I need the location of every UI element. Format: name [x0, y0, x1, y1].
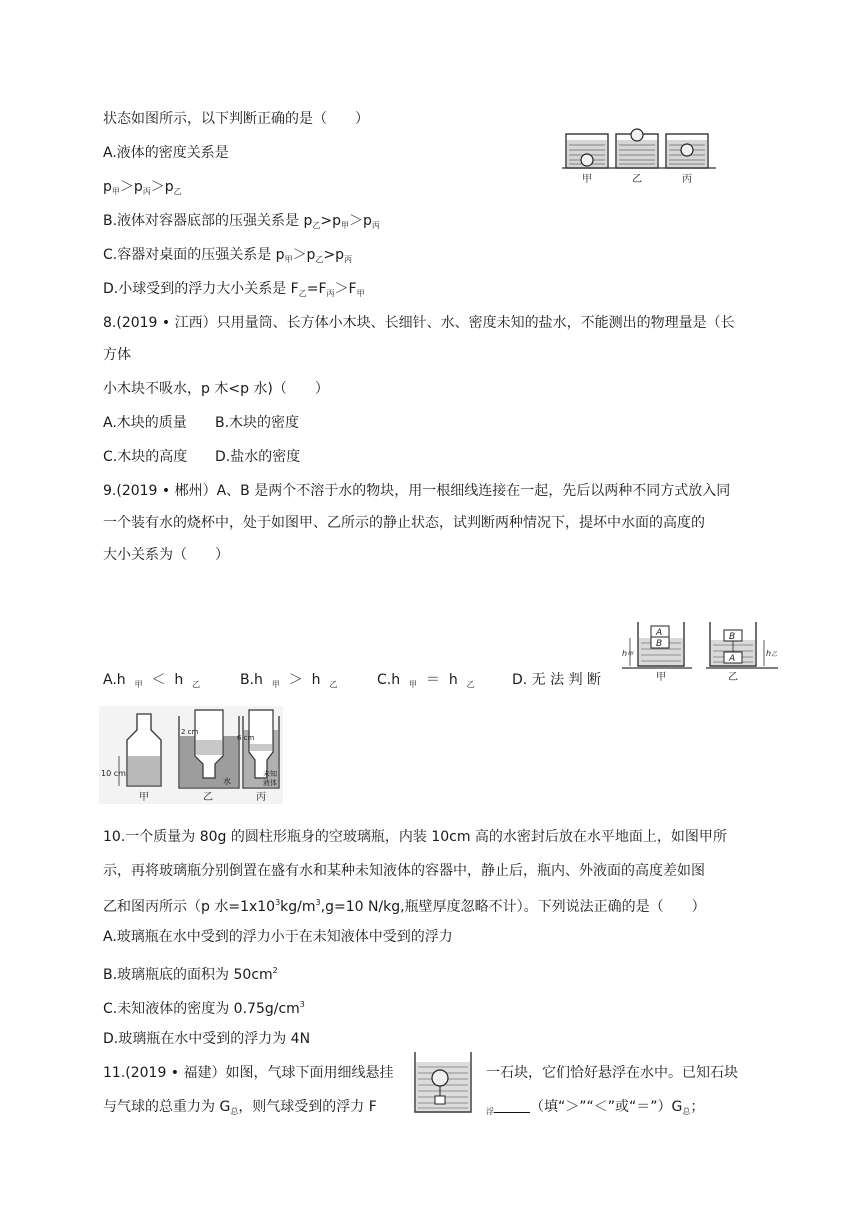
svg-text:未知: 未知 — [263, 770, 277, 778]
svg-text:B: B — [656, 639, 663, 649]
q9-label-jia: 甲 — [656, 672, 666, 683]
q11-stem-line2-right: $_浮$ （填“＞”“＜”或“$=”)G_总$； — [486, 1099, 705, 1116]
q7-option-a: A.液体的密度关系是 — [103, 145, 229, 161]
q7-ball-yi — [631, 129, 643, 141]
q9-option-c: C.h $_甲$ ＝ h $_乙$ — [377, 672, 475, 689]
q8-option-d: D.盐水的密度 — [215, 449, 301, 465]
q10-stem-line3: 乙和图丙所示（p 水$=1x10^3kg/m^3,g=10$ N/kg,瓶壁厚度忽略不计）。下列说法正确的是（ ） — [103, 898, 706, 915]
q11-stone — [435, 1096, 445, 1104]
svg-text:h乙: h乙 — [766, 649, 778, 658]
q11-stem-line1-right: 一石块，它们恰好悬浮在水中。已知石块 — [486, 1065, 738, 1081]
q11-stem-line2-left: 与气球的总重力为 $G_总$，则气球受到的浮力 F — [103, 1099, 377, 1116]
q11-stem-line1-left: 11.(2019 • 福建）如图，气球下面用细线悬挂 — [103, 1065, 394, 1081]
svg-text:B: B — [729, 632, 736, 642]
q9-figure — [618, 616, 782, 684]
q7-stem: 状态如图所示，以下判断正确的是（ ） — [103, 111, 369, 127]
q7-figure — [560, 124, 720, 188]
svg-text:2 cm: 2 cm — [181, 728, 199, 736]
q7-label-yi: 乙 — [632, 174, 642, 185]
q10-stem-line1: 10.一个质量为 80g 的圆柱形瓶身的空玻璃瓶，内装 10cm 高的水密封后放在水平地面上，如图甲所 — [103, 829, 727, 845]
q11-balloon — [432, 1070, 448, 1086]
q7-option-d: D.小球受到的浮力大小关系是 $F_乙=F_丙>F_甲$ — [103, 281, 365, 298]
svg-text:水: 水 — [223, 777, 231, 786]
q10-option-a: A.玻璃瓶在水中受到的浮力小于在未知液体中受到的浮力 — [103, 929, 453, 945]
q7-option-c: C.容器对桌面的压强关系是 $p_甲>p_乙>p_丙$ — [103, 247, 353, 264]
svg-text:液体: 液体 — [263, 779, 277, 787]
q10-figure — [99, 706, 283, 804]
q7-option-b: B.液体对容器底部的压强关系是 $p_乙>p_甲>p_丙$ — [103, 213, 380, 230]
q8-option-c: C.木块的高度 — [103, 449, 188, 465]
q10-label-bing: 丙 — [256, 792, 266, 803]
q7-option-a-formula: $p_甲>p_丙>p_乙$ — [103, 179, 182, 196]
q11-answer-blank[interactable] — [494, 1100, 530, 1113]
q11-figure — [410, 1048, 476, 1116]
svg-text:6 cm: 6 cm — [237, 734, 255, 742]
q9-stem-line1: 9.(2019 • 郴州）A、B 是两个不溶于水的物块，用一根细线连接在一起，先后以两种不同方式放入同 — [103, 483, 731, 499]
q8-option-a: A.木块的质量 — [103, 415, 187, 431]
q9-stem-line2: 一个装有水的烧杯中，处于如图甲、乙所示的静止状态，试判断两种情况下，提坏中水面的高度的 — [103, 515, 705, 531]
q10-option-b: B.玻璃瓶底的面积为 $50cm^2$ — [103, 966, 278, 983]
q9-option-a: A.h $_甲$ ＜ h $_乙$ — [103, 672, 201, 689]
q7-ball-bing — [681, 144, 693, 156]
q9-stem-line3: 大小关系为（ ） — [103, 547, 229, 563]
q10-stem-line2: 示，再将玻璃瓶分别倒置在盛有水和某种未知液体的容器中，静止后，瓶内、外液面的高度差如图 — [103, 863, 705, 879]
q10-option-d: D.玻璃瓶在水中受到的浮力为 4N — [103, 1031, 311, 1047]
q10-option-c: C.未知液体的密度为 $0.75g/cm^3$ — [103, 1000, 305, 1017]
svg-text:A: A — [656, 628, 663, 638]
svg-text:10 cm: 10 cm — [101, 769, 126, 778]
q9-option-b: B.h $_甲$ ＞ h $_乙$ — [240, 672, 338, 689]
q7-label-jia: 甲 — [582, 174, 592, 185]
q9-option-d: D. 无 法 判 断 — [512, 672, 602, 688]
q10-label-jia: 甲 — [139, 792, 149, 803]
q7-label-bing: 丙 — [682, 174, 692, 185]
q9-label-yi: 乙 — [728, 672, 738, 683]
q8-stem-line1: 8.(2019 • 江西）只用量筒、长方体小木块、长细针、水、密度未知的盐水，不能测出的物理量是（长 — [103, 315, 735, 331]
q7-ball-jia — [581, 154, 593, 166]
q8-option-b: B.木块的密度 — [215, 415, 300, 431]
q8-stem-line3: 小木块不吸水，p 木<p 水)（ ） — [103, 381, 329, 397]
q10-label-yi: 乙 — [203, 792, 213, 803]
svg-text:A: A — [729, 654, 736, 664]
q8-stem-line2: 方体 — [103, 347, 131, 363]
svg-text:h甲: h甲 — [622, 649, 634, 658]
